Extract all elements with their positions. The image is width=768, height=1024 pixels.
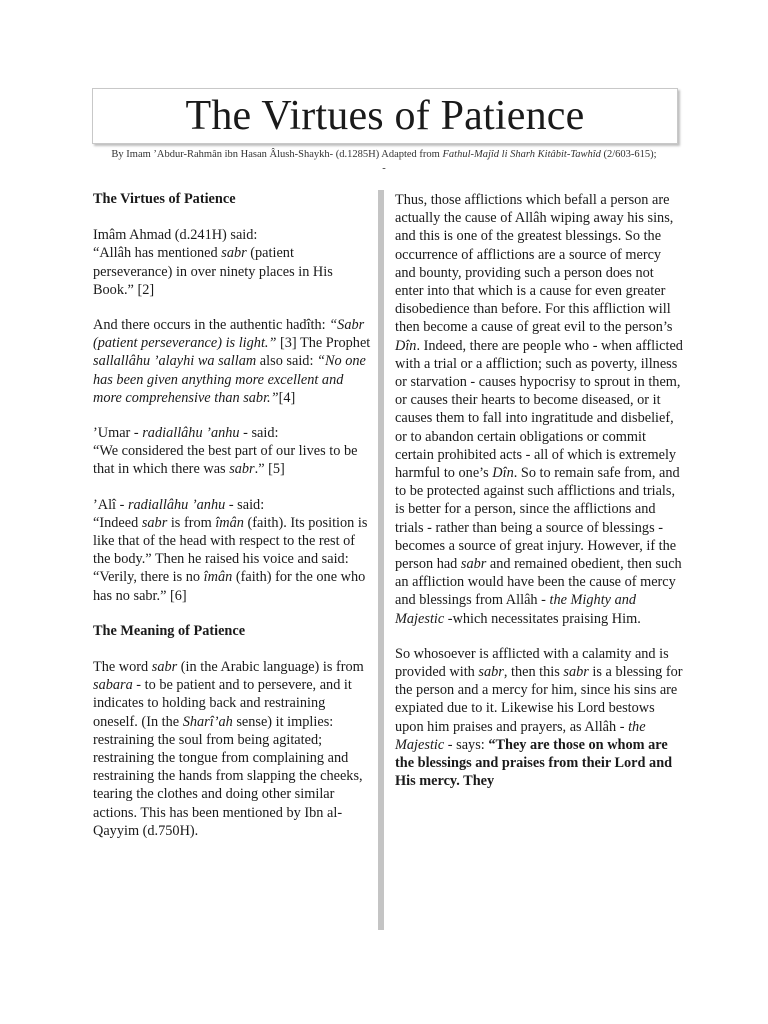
honorific: radiallâhu ’anhu [127, 496, 226, 513]
paragraph-text: “Indeed [93, 514, 142, 531]
page-title: The Virtues of Patience [185, 93, 585, 139]
paragraph-afflictions [395, 191, 683, 628]
paragraph-text: ’Umar - [93, 425, 143, 442]
paragraph-text: (patient perseverance) in over ninety places in His Book.” [2] [93, 245, 333, 298]
term-sabr: sabr [460, 556, 487, 573]
paragraph-text: -which necessitates praising Him. [444, 610, 641, 627]
attribution-line [93, 424, 373, 442]
paragraph-text: also said: [256, 353, 317, 370]
paragraph-meaning [93, 658, 373, 840]
term-iman: îmân [215, 514, 244, 531]
paragraph-text: Thus, those afflictions which befall a person are actually the cause of Allâh wiping away his sins, and this is one of the greatest blessings. So the occurrence of afflictions are a source of mercy and bounty, providing such a person does not enter into that which is a cause for even greater disobedience than before. For this affliction will then become a cause of great evil to the person’s [395, 192, 674, 336]
quote-italic: “No one has been given anything more excellent and more comprehensive than sabr.” [93, 353, 366, 406]
honorific: radiallâhu ’anhu [142, 425, 240, 442]
paragraph-text: ’Alî - [93, 496, 128, 513]
paragraph-text: (faith) for the one who has no sabr.” [6] [93, 569, 366, 604]
term-sabr: sabr [141, 514, 168, 531]
paragraph-text: The word [93, 659, 152, 676]
paragraph-text: - said: [225, 496, 265, 513]
paragraph-text: And there occurs in the authentic hadîth: [93, 317, 330, 334]
paragraph-text: .” [5] [254, 461, 285, 478]
paragraph-hadith [93, 316, 373, 407]
paragraph-text: - says: [444, 736, 489, 753]
quote-italic: “Sabr (patient perseverance) is light.” [93, 317, 365, 352]
paragraph-text: . Indeed, there are people who - when afflicted with a trial or a affliction; such as poverty, illness or starvation - causes hypocrisy to sprout in them, or causes their hearts to become diseased, or it causes them to fall into ingratitude and disbelief, or to abandon certain obligations or commit certain prohibited acts - all of which is extremely harmful to one’s [395, 337, 683, 482]
term-sabr: sabr [229, 461, 255, 478]
term-sabr: sabr [151, 659, 178, 676]
section-heading-meaning: The Meaning of Patience [93, 622, 246, 639]
paragraph-text: sense) it implies: restraining the soul from being agitated; restraining the tongue from complaining and restraining the hands from slapping the cheeks, tearing the clothes and doing other similar actions. This has been mentioned by Ibn al-Qayyim (d.750H). [93, 713, 363, 839]
attribute-majestic: the Majestic [395, 718, 646, 753]
right-column [395, 191, 683, 808]
term-sabr: sabr [478, 664, 504, 681]
byline-prefix: By Imam ’Abdur-Rahmân ibn Hasan Âlush-Shaykh- (d.1285H) Adapted from [111, 149, 443, 160]
paragraph-text: is from [167, 514, 216, 531]
paragraph-text: Imâm Ahmad (d.241H) said: [93, 227, 258, 244]
paragraph-ahmad [93, 226, 373, 299]
paragraph-text: . So to remain safe from, and to be protected against such afflictions and trials, is better for a person, since the afflictions and trials - rather than being a source of blessings - becomes a source of great injury. However, if the person had [395, 465, 680, 573]
paragraph-text: So whosoever is afflicted with a calamity and is provided with [395, 645, 669, 681]
attribution-line [93, 496, 373, 514]
term-shariah: Sharî’ah [182, 713, 233, 730]
paragraph-text: (faith). Its position is like that of the head with respect to the rest of the body.” Then he raised his voice and said: “Verily, there is no [93, 514, 368, 586]
paragraph-text: - to be patient and to persevere, and it indicates to holding back and restraining oneself. (In the [93, 677, 352, 730]
paragraph-text: and remained obedient, then such an affliction would have been the cause of mercy and blessings from Allâh - [395, 556, 682, 609]
byline-source: Fathul-Majîd li Sharh Kitâbit-Tawhîd [442, 149, 601, 160]
paragraph-text: [3] The Prophet [276, 335, 371, 352]
term-sabr: sabr [563, 664, 589, 681]
left-column [93, 190, 373, 857]
byline-suffix: (2/603-615); - [382, 149, 657, 174]
paragraph-text: is a blessing for the person and a mercy for him, since his sins are expiated due to it. Likewise his Lord bestows upon him praises and prayers, as Allâh - [395, 664, 683, 735]
paragraph-text: “Allâh has mentioned [93, 245, 222, 262]
paragraph-calamity [395, 645, 683, 791]
paragraph-text: [4] [278, 389, 296, 406]
term-din: Dîn [492, 465, 514, 482]
term-sabr: sabr [221, 245, 247, 262]
term-sabara: sabara [93, 677, 133, 694]
paragraph-text: , then this [503, 664, 564, 681]
title-box [92, 88, 678, 144]
quran-quote: “They are those on whom are the blessings and praises from their Lord and His mercy. They [395, 736, 673, 790]
term-din: Dîn [395, 337, 417, 354]
section-heading-virtues: The Virtues of Patience [93, 191, 236, 207]
term-iman: îmân [203, 569, 233, 586]
byline [110, 148, 658, 176]
attribute-mighty-majestic: the Mighty and Majestic [395, 592, 637, 627]
paragraph-text: - said: [239, 425, 279, 442]
paragraph-ali [93, 496, 373, 605]
column-divider [378, 190, 384, 930]
paragraph-umar [93, 424, 373, 479]
paragraph-text: “We considered the best part of our lives to be that in which there was [93, 443, 358, 478]
paragraph-text: (in the Arabic language) is from [177, 659, 364, 676]
salutation: sallallâhu ’alayhi wa sallam [93, 353, 257, 370]
